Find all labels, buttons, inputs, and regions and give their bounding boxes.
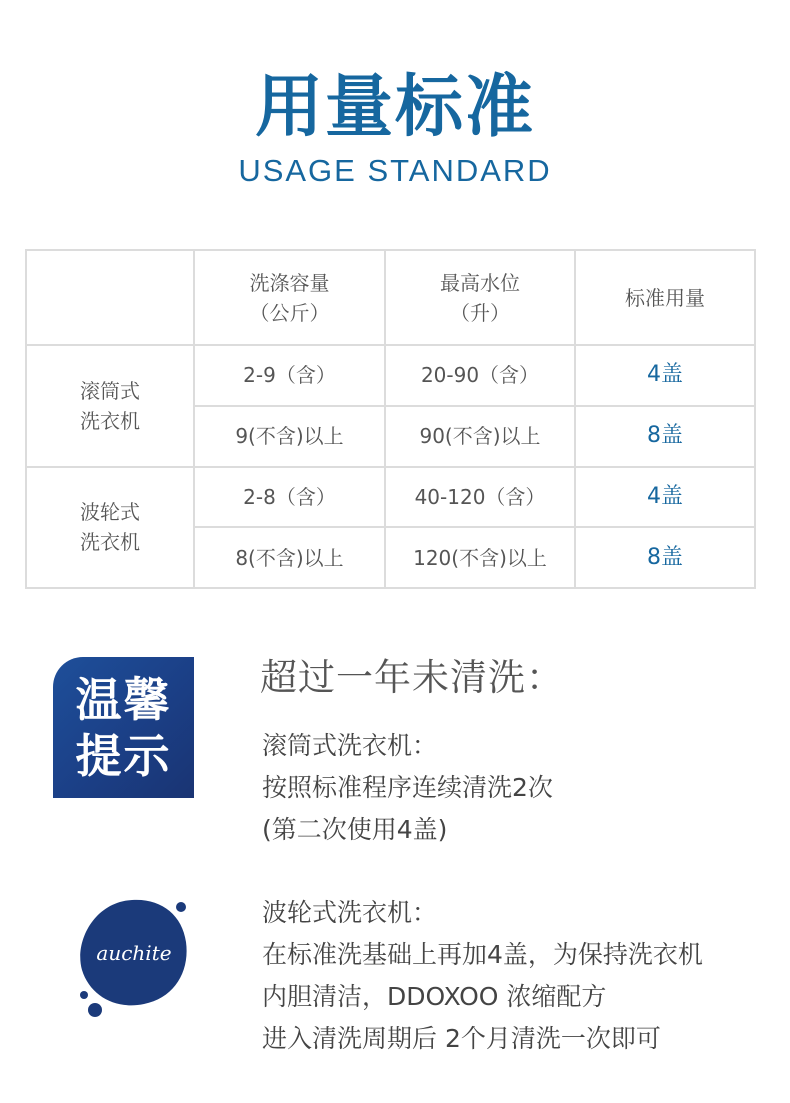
table-cell-water: 20-90（含） xyxy=(385,345,575,406)
table-header-dosage: 标准用量 xyxy=(575,250,755,345)
table-cell-dose: 8盖 xyxy=(575,527,755,588)
table-cell-dose: 4盖 xyxy=(575,467,755,528)
tip-line: 波轮式洗衣机： xyxy=(262,898,438,927)
brand-logo xyxy=(70,892,200,1022)
table-header-water-level: 最高水位 （升） xyxy=(385,250,575,345)
row-group-label-drum: 滚筒式 洗衣机 xyxy=(26,345,194,466)
tip-heading: 超过一年未清洗： xyxy=(260,656,564,699)
tip-line: 滚筒式洗衣机： xyxy=(262,731,438,760)
usage-table xyxy=(25,249,756,589)
table-cell-capacity: 9(不含)以上 xyxy=(194,406,385,467)
tip-block-pulsator xyxy=(262,892,703,1060)
table-cell-water: 120(不含)以上 xyxy=(385,527,575,588)
table-row xyxy=(26,467,755,528)
tip-line: 在标准洗基础上再加4盖，为保持洗衣机 xyxy=(262,940,703,969)
table-cell-water: 90(不含)以上 xyxy=(385,406,575,467)
tip-line: 进入清洗周期后 2个月清洗一次即可 xyxy=(262,1024,661,1053)
table-cell-dose: 4盖 xyxy=(575,345,755,406)
table-cell-dose: 8盖 xyxy=(575,406,755,467)
tip-line: (第二次使用4盖) xyxy=(262,815,448,844)
table-header-capacity: 洗涤容量 （公斤） xyxy=(194,250,385,345)
table-header-row xyxy=(26,250,755,345)
tip-badge-line1: 温馨 xyxy=(75,672,172,727)
page-title: 用量标准 xyxy=(254,68,535,147)
row-group-label-pulsator: 波轮式 洗衣机 xyxy=(26,467,194,588)
tip-line: 内胆清洁，DDOXOO 浓缩配方 xyxy=(262,982,607,1011)
tip-badge xyxy=(53,657,194,798)
table-cell-water: 40-120（含） xyxy=(385,467,575,528)
table-cell-capacity: 2-8（含） xyxy=(194,467,385,528)
page-subtitle: USAGE STANDARD xyxy=(238,153,552,188)
logo-splash-dot xyxy=(80,991,88,999)
tip-badge-line2: 提示 xyxy=(75,728,172,783)
table-row xyxy=(26,345,755,406)
table-cell-capacity: 8(不含)以上 xyxy=(194,527,385,588)
tip-block-drum xyxy=(262,725,553,851)
table-cell-capacity: 2-9（含） xyxy=(194,345,385,406)
logo-splash-dot xyxy=(88,1003,102,1017)
logo-text: auchite xyxy=(96,941,172,965)
logo-splash-dot xyxy=(176,902,186,912)
table-header-cell-empty xyxy=(26,250,194,345)
tip-line: 按照标准程序连续清洗2次 xyxy=(262,773,553,802)
